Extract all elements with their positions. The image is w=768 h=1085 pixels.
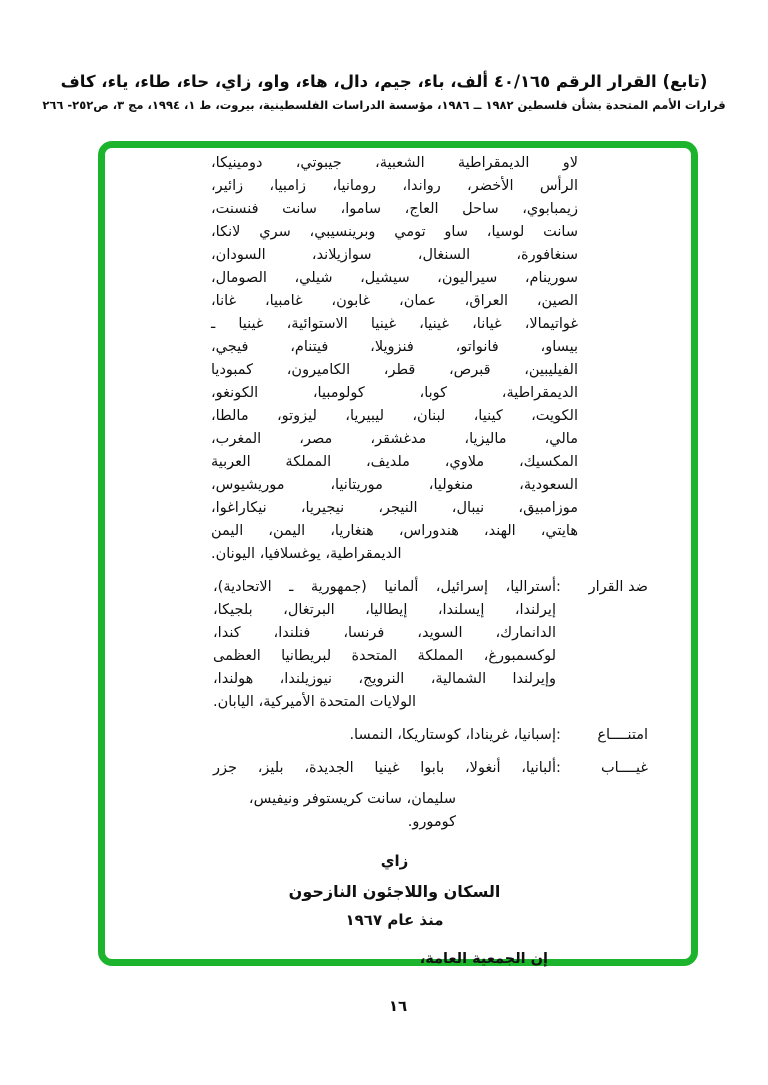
text-line: الكويت، كينيا، لبنان، ليبيريا، ليزوتو، مالطا، [211, 408, 578, 424]
absent-label-text: غيــــاب [600, 760, 648, 776]
text-line: هايتي، الهند، هندوراس، هنغاريا، اليمن، اليمن [211, 523, 578, 539]
text-line: لاو الديمقراطية الشعبية، جيبوتي، دومينيكا، [211, 155, 578, 171]
text-line: سورينام، سيراليون، سيشيل، شيلي، الصومال، [211, 270, 578, 286]
text-line: مالي، ماليزيا، مدغشقر، مصر، المغرب، [211, 431, 578, 447]
against-label-text: ضد القرار [588, 579, 648, 595]
text-line: سانت لوسيا، ساو تومي وبرينسيبي، سري لانكا، [211, 224, 578, 240]
colon-separator: : [556, 760, 561, 776]
absent-line-1: ألبانيا، أنغولا، بابوا غينيا الجديدة، بليز، جزر [213, 760, 556, 776]
text-line: غواتيمالا، غيانا، غينيا، غينيا الاستوائية، غينيا ـ [211, 316, 578, 332]
abstain-label [556, 724, 648, 747]
text-line: الفيليبين، قبرص، قطر، الكاميرون، كمبوديا [211, 362, 578, 378]
source-citation: قرارات الأمم المتحدة بشأن فلسطين ١٩٨٢ ــ ١٩٨٦، مؤسسة الدراسات الفلسطينية، بيروت، ط ١، ١٩٩٤، مج ٣، ص٢٥٢- ٢٦٦ [42, 98, 726, 112]
text-line: الديمقراطية، كوبا، كولومبيا، الكونغو، [211, 385, 578, 401]
text-line: إيرلندا، إيسلندا، إيطاليا، البرتغال، بلجيكا، [213, 602, 556, 618]
text-line: الولايات المتحدة الأميركية، اليابان. [213, 694, 417, 710]
text-line: بيساو، فانواتو، فنزويلا، فيتنام، فيجي، [211, 339, 578, 355]
text-line: المكسيك، ملاوي، ملديف، المملكة العربية [211, 454, 578, 470]
absent-body [213, 757, 556, 834]
section-title: السكان واللاجئون النازحون [288, 882, 501, 901]
page-header [0, 72, 768, 112]
absent-label [556, 757, 648, 834]
against-label [556, 576, 648, 714]
text-line: الرأس الأخضر، رواندا، رومانيا، زامبيا، زائير، [211, 178, 578, 194]
page-number: ١٦ [388, 997, 408, 1015]
against-row [213, 576, 648, 714]
text-line: السعودية، منغوليا، موريتانيا، موريشيوس، [211, 477, 578, 493]
colon-separator: : [556, 579, 561, 595]
text-line: أستراليا، إسرائيل، ألمانيا (جمهورية ـ الاتحادية)، [213, 579, 556, 595]
abstain-row [213, 724, 648, 747]
abstain-label-text: امتنــــاع [597, 727, 648, 743]
opening-phrase: إن الجمعية العامة، [419, 951, 548, 967]
text-line: الدانمارك، السويد، فرنسا، فنلندا، كندا، [213, 625, 556, 641]
text-line: الديمقراطية، يوغسلافيا، اليونان. [211, 546, 402, 562]
section-subtitle: منذ عام ١٩٦٧ [345, 911, 444, 929]
absent-line-2: سليمان، سانت كريستوفر ونيفيس، كومورو. [248, 791, 456, 830]
document-title: (تابع) القرار الرقم ٤٠/١٦٥ ألف، باء، جيم، دال، هاء، واو، زاي، حاء، طاء، ياء، كاف [60, 72, 708, 91]
text-line: موزامبيق، نيبال، النيجر، نيجيريا، نيكاراغوا، [211, 500, 578, 516]
favor-paragraph [211, 152, 578, 566]
section-letter: زاي [380, 852, 409, 870]
text-line: سنغافورة، السنغال، سوازيلاند، السودان، [211, 247, 578, 263]
text-line: زيمبابوي، ساحل العاج، ساموا، سانت فنسنت، [211, 201, 578, 217]
text-line: لوكسمبورغ، المملكة المتحدة لبريطانيا العظمى [213, 648, 556, 664]
colon-separator: : [556, 727, 561, 743]
text-line: الصين، العراق، عمان، غابون، غامبيا، غانا، [211, 293, 578, 309]
abstain-body [213, 724, 556, 747]
abstain-text: إسبانيا، غرينادا، كوستاريكا، النمسا. [349, 727, 556, 743]
absent-row [213, 757, 648, 834]
against-body [213, 576, 556, 714]
text-line: وإيرلندا الشمالية، النرويج، نيوزيلندا، هولندا، [213, 671, 556, 687]
content-frame [98, 141, 698, 966]
